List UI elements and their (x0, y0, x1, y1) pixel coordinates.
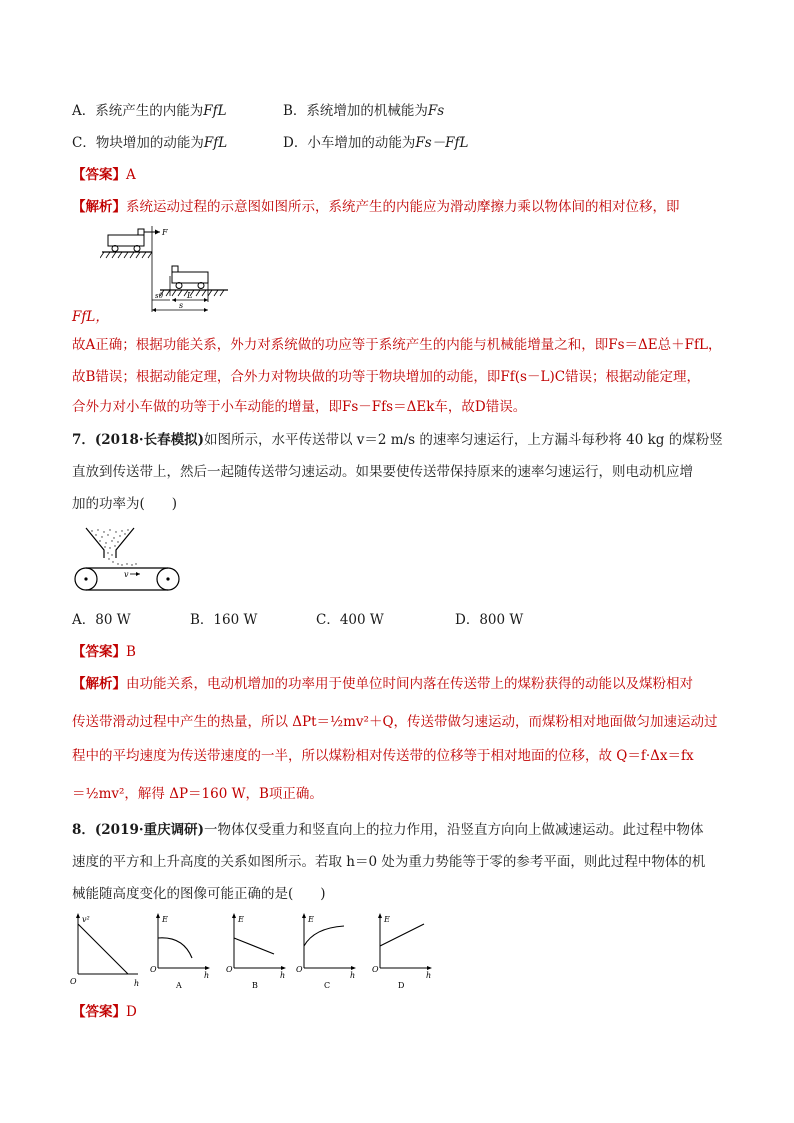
option-7d: D．800 W (455, 612, 524, 628)
graph-caption: C (324, 981, 331, 990)
graph-origin: O (150, 965, 157, 974)
analysis-7-line-4: ＝½mv²，解得 ΔP＝160 W，B项正确。 (72, 786, 323, 802)
graph-d (372, 913, 432, 990)
question-8-source: (2019·重庆调研) (94, 822, 204, 838)
label-s: s (179, 301, 184, 310)
graph-origin: O (70, 977, 77, 986)
question-8-number: 8． (72, 822, 95, 838)
graph-origin: O (372, 965, 379, 974)
energy-graphs (68, 910, 448, 996)
question-8-line-2: 速度的平方和上升高度的关系如图所示。若取 h＝0 处为重力势能等于零的参考平面，则此过程中物体的机 (72, 854, 706, 870)
analysis-7-line-1: 【解析】由功能关系，电动机增加的功率用于使单位时间内落在传送带上的煤粉获得的动能以及煤粉相对 (72, 676, 693, 692)
graph-caption: B (252, 981, 258, 990)
analysis-6-line-2: FfL， (72, 309, 109, 325)
analysis-6-line-1: 【解析】系统运动过程的示意图如图所示，系统产生的内能应为滑动摩擦力乘以物体间的相对位移，即 (72, 199, 680, 215)
graph-ylabel: E (308, 915, 314, 924)
analysis-7-line-2: 传送带滑动过程中产生的热量，所以 ΔPt＝½mv²＋Q，传送带做匀速运动，而煤粉相对地面做匀加速运动过 (72, 714, 718, 730)
label-l: L (187, 291, 193, 300)
graph-ylabel: v² (82, 915, 90, 924)
option-6c: C．物块增加的动能为FfL (72, 135, 228, 151)
analysis-tag: 【解析】 (72, 199, 126, 215)
analysis-tag: 【解析】 (72, 676, 126, 692)
answer-6 (72, 165, 136, 185)
answer-tag: 【答案】 (72, 644, 126, 660)
answer-tag: 【答案】 (72, 167, 126, 183)
graph-xlabel: h (204, 971, 210, 980)
answer-7 (72, 642, 136, 662)
label-force: F (162, 228, 168, 237)
conveyor-figure (72, 526, 184, 600)
graph-ylabel: E (384, 915, 390, 924)
graph-xlabel: h (134, 979, 140, 988)
answer-tag: 【答案】 (72, 1004, 126, 1020)
answer-value: D (126, 1004, 137, 1020)
question-7-line-3: 加的功率为( ) (72, 496, 178, 512)
graph-caption: D (398, 981, 405, 990)
analysis-6-line-3: 故A正确；根据功能关系，外力对系统做的功应等于系统产生的内能与机械能增量之和，即Fs＝ΔE总＋FfL， (72, 337, 722, 353)
graph-ylabel: E (238, 915, 244, 924)
option-6d: D．小车增加的动能为Fs－FfL (283, 135, 469, 151)
analysis-6-line-4: 故B错误；根据动能定理，合外力对物块做的功等于物块增加的动能，即Ff(s－L)C错误；根据动能定理， (72, 369, 701, 385)
option-6b-expr: Fs (427, 103, 445, 119)
question-7-source: (2018·长春模拟) (94, 432, 204, 448)
option-7a: A．80 W (72, 612, 131, 628)
graph-a (150, 913, 210, 990)
graph-caption: A (176, 981, 182, 990)
answer-value: B (126, 644, 136, 660)
graph-xlabel: h (280, 971, 286, 980)
option-6c-expr: FfL (203, 135, 228, 151)
graph-ylabel: E (162, 915, 168, 924)
graph-b (226, 913, 286, 990)
graph-xlabel: h (350, 971, 356, 980)
label-v: v (124, 570, 129, 579)
option-6a-expr: FfL (203, 103, 227, 119)
graph-v2-h (70, 913, 139, 988)
question-7-line-1: 7．(2018·长春模拟)如图所示，水平传送带以 v＝2 m/s 的速率匀速运行，上方漏斗每秒将 40 kg 的煤粉竖 (72, 432, 723, 448)
graph-origin: O (226, 965, 233, 974)
question-7-line-2: 直放到传送带上，然后一起随传送带匀速运动。如果要使传送带保持原来的速率匀速运行，则电动机应增 (72, 464, 693, 480)
graph-xlabel: h (426, 971, 432, 980)
question-8-line-1: 8．(2019·重庆调研)一物体仅受重力和竖直向上的拉力作用，沿竖直方向向上做减速运动。此过程中物体 (72, 822, 704, 838)
question-8-line-3: 械能随高度变化的图像可能正确的是( ) (72, 886, 326, 902)
analysis-6-line-5: 合外力对小车做的功等于小车动能的增量，即Fs－Ffs＝ΔEk车，故D错误。 (72, 399, 527, 415)
label-s0: s0 (155, 292, 164, 300)
answer-value: A (126, 167, 136, 183)
option-7b: B．160 W (190, 612, 258, 628)
answer-8 (72, 1002, 137, 1022)
graph-c (296, 913, 356, 990)
option-6b: B．系统增加的机械能为Fs (283, 103, 445, 119)
analysis-7-line-3: 程中的平均速度为传送带速度的一半，所以煤粉相对传送带的位移等于相对地面的位移，故 Q＝f·Δx＝fx (72, 748, 694, 764)
option-7c: C．400 W (316, 612, 384, 628)
block-cart-figure (100, 226, 240, 322)
option-6a: A．系统产生的内能为FfL (72, 103, 227, 119)
question-7-number: 7． (72, 432, 95, 448)
option-6d-expr: Fs－FfL (415, 135, 469, 151)
graph-origin: O (296, 965, 303, 974)
